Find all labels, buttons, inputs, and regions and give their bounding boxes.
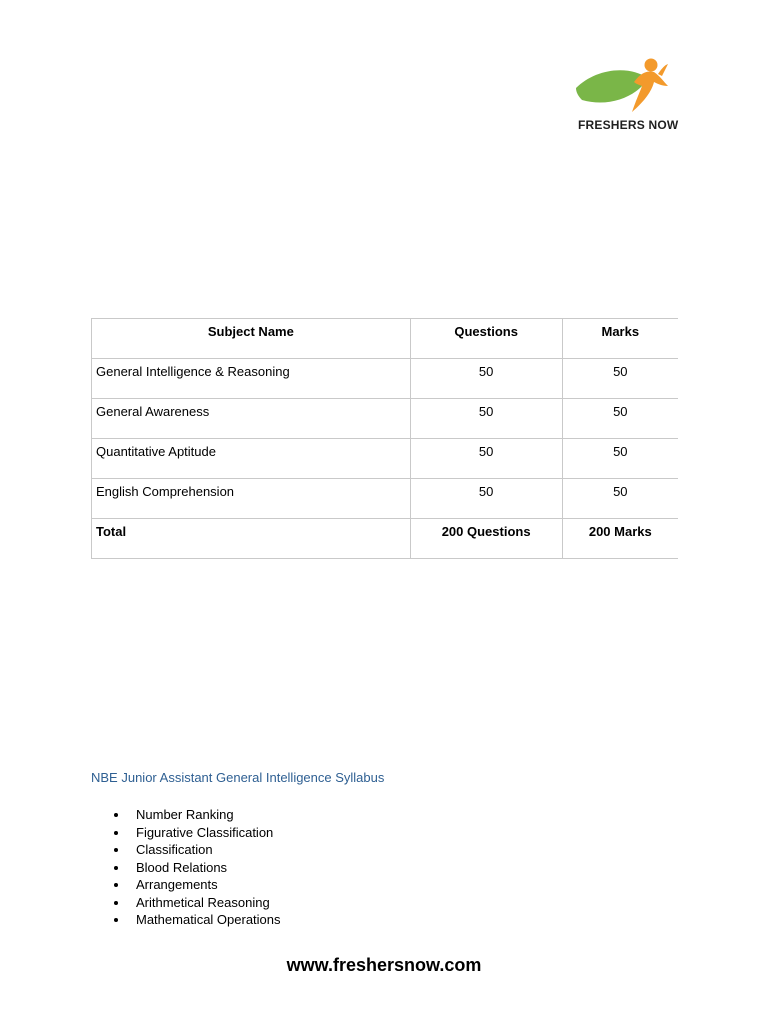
syllabus-topic-list bbox=[112, 806, 281, 929]
list-item: Mathematical Operations bbox=[112, 911, 281, 929]
table-row bbox=[92, 439, 679, 479]
marks-cell: 50 bbox=[562, 399, 678, 439]
footer-website-url: www.freshersnow.com bbox=[286, 955, 482, 975]
table-total-row bbox=[92, 519, 679, 559]
subject-cell: Quantitative Aptitude bbox=[92, 439, 411, 479]
list-item: Number Ranking bbox=[112, 806, 281, 824]
subject-cell: English Comprehension bbox=[92, 479, 411, 519]
marks-cell: 50 bbox=[562, 439, 678, 479]
header-questions: Questions bbox=[410, 319, 562, 359]
table-row bbox=[92, 359, 679, 399]
table-header-row bbox=[92, 319, 679, 359]
total-questions: 200 Questions bbox=[410, 519, 562, 559]
list-item: Arrangements bbox=[112, 876, 281, 894]
leaf-runner-icon bbox=[574, 56, 678, 118]
list-item: Arithmetical Reasoning bbox=[112, 894, 281, 912]
questions-cell: 50 bbox=[410, 359, 562, 399]
questions-cell: 50 bbox=[410, 479, 562, 519]
list-item: Classification bbox=[112, 841, 281, 859]
marks-cell: 50 bbox=[562, 479, 678, 519]
list-item: Blood Relations bbox=[112, 859, 281, 877]
header-marks: Marks bbox=[562, 319, 678, 359]
total-label: Total bbox=[92, 519, 411, 559]
marks-table bbox=[91, 318, 678, 559]
list-item: Figurative Classification bbox=[112, 824, 281, 842]
header-subject-name: Subject Name bbox=[92, 319, 411, 359]
subject-cell: General Awareness bbox=[92, 399, 411, 439]
logo-text: FRESHERS NOW bbox=[578, 118, 679, 132]
questions-cell: 50 bbox=[410, 439, 562, 479]
syllabus-heading: NBE Junior Assistant General Intelligence Syllabus bbox=[91, 770, 385, 785]
total-marks: 200 Marks bbox=[562, 519, 678, 559]
marks-cell: 50 bbox=[562, 359, 678, 399]
freshers-now-logo bbox=[574, 56, 678, 136]
questions-cell: 50 bbox=[410, 399, 562, 439]
subject-cell: General Intelligence & Reasoning bbox=[92, 359, 411, 399]
table-row bbox=[92, 479, 679, 519]
table-row bbox=[92, 399, 679, 439]
